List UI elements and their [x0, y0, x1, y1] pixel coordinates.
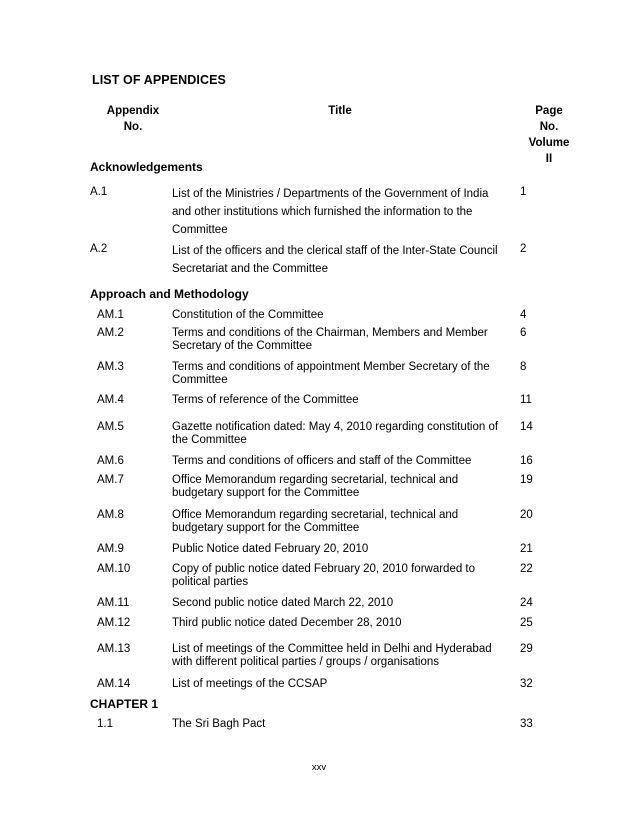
page-number: 33 — [520, 718, 533, 730]
appendix-number: 1.1 — [97, 718, 113, 730]
appendix-number: AM.12 — [97, 617, 131, 629]
appendix-title: Copy of public notice dated February 20, 2010 forwarded to political parties — [172, 563, 476, 588]
appendix-number: AM.2 — [97, 327, 124, 339]
appendix-title: Gazette notification dated: May 4, 2010 regarding constitution of the Committee — [172, 421, 499, 446]
appendix-number: AM.13 — [97, 643, 131, 655]
appendix-title: List of the Ministries / Departments of the Government of India and other institutions which furnished the information to the Committee — [172, 188, 489, 236]
appendix-number: AM.9 — [97, 543, 124, 555]
appendix-number: AM.14 — [97, 678, 131, 690]
page-number: 14 — [520, 421, 533, 433]
page-footer-number: xxv — [311, 762, 327, 773]
page-number: 22 — [520, 563, 533, 575]
column-header-page-line2: No. — [539, 121, 559, 133]
appendix-title: Third public notice dated December 28, 2010 — [172, 617, 402, 629]
page-number: 29 — [520, 643, 533, 655]
page-number: 24 — [520, 597, 533, 609]
appendix-number: AM.8 — [97, 509, 124, 521]
appendix-title: Second public notice dated March 22, 2010 — [172, 597, 394, 609]
appendix-title: Public Notice dated February 20, 2010 — [172, 543, 369, 555]
appendix-title: List of meetings of the Committee held in Delhi and Hyderabad with different political parties / groups / organisations — [172, 643, 492, 668]
page-number: 4 — [520, 309, 527, 321]
page-number: 8 — [520, 361, 527, 373]
appendix-number: AM.6 — [97, 455, 124, 467]
column-header-page-line1: Page — [535, 105, 563, 117]
page-title: LIST OF APPENDICES — [92, 73, 226, 87]
appendix-number: AM.1 — [97, 309, 124, 321]
section-acknowledgements: Acknowledgements — [90, 160, 203, 174]
column-header-page-line3: Volume — [528, 137, 570, 149]
page-number: 16 — [520, 455, 533, 467]
appendix-number: A.2 — [90, 243, 108, 255]
appendix-title: Constitution of the Committee — [172, 309, 324, 321]
appendix-title: List of the officers and the clerical staff of the Inter-State Council Secretariat and the Committee — [172, 245, 498, 275]
page-number: 32 — [520, 678, 533, 690]
appendix-title: List of meetings of the CCSAP — [172, 678, 328, 690]
page-number: 20 — [520, 509, 533, 521]
appendix-title: Terms and conditions of officers and staff of the Committee — [172, 455, 472, 467]
section-chapter-1: CHAPTER 1 — [90, 697, 159, 711]
appendix-number: AM.4 — [97, 394, 124, 406]
appendix-title: Terms and conditions of the Chairman, Members and Member Secretary of the Committee — [172, 327, 488, 352]
appendix-title: The Sri Bagh Pact — [172, 718, 266, 730]
page-number: 25 — [520, 617, 533, 629]
appendix-number: AM.11 — [97, 597, 130, 609]
page-number: 6 — [520, 327, 527, 339]
column-header-page-line4: II — [545, 153, 553, 165]
column-header-appendix — [93, 103, 173, 135]
column-header-title: Title — [328, 105, 352, 117]
column-header-page — [512, 103, 586, 167]
page-number: 19 — [520, 474, 533, 486]
appendix-title: Terms of reference of the Committee — [172, 394, 359, 406]
appendix-number: AM.10 — [97, 563, 131, 575]
column-header-appendix-line2: No. — [123, 121, 143, 133]
appendix-number: AM.3 — [97, 361, 124, 373]
appendix-number: A.1 — [90, 186, 108, 198]
appendix-number: AM.7 — [97, 474, 124, 486]
appendix-title: Terms and conditions of appointment Member Secretary of the Committee — [172, 361, 490, 386]
page-number: 11 — [520, 394, 532, 406]
appendix-title: Office Memorandum regarding secretarial, technical and budgetary support for the Committee — [172, 509, 459, 534]
section-approach-methodology: Approach and Methodology — [90, 287, 249, 301]
page-number: 21 — [520, 543, 533, 555]
page-number: 2 — [520, 243, 527, 255]
page-number: 1 — [520, 186, 527, 198]
appendix-number: AM.5 — [97, 421, 124, 433]
appendix-title: Office Memorandum regarding secretarial, technical and budgetary support for the Committee — [172, 474, 459, 499]
column-header-appendix-line1: Appendix — [106, 105, 160, 117]
